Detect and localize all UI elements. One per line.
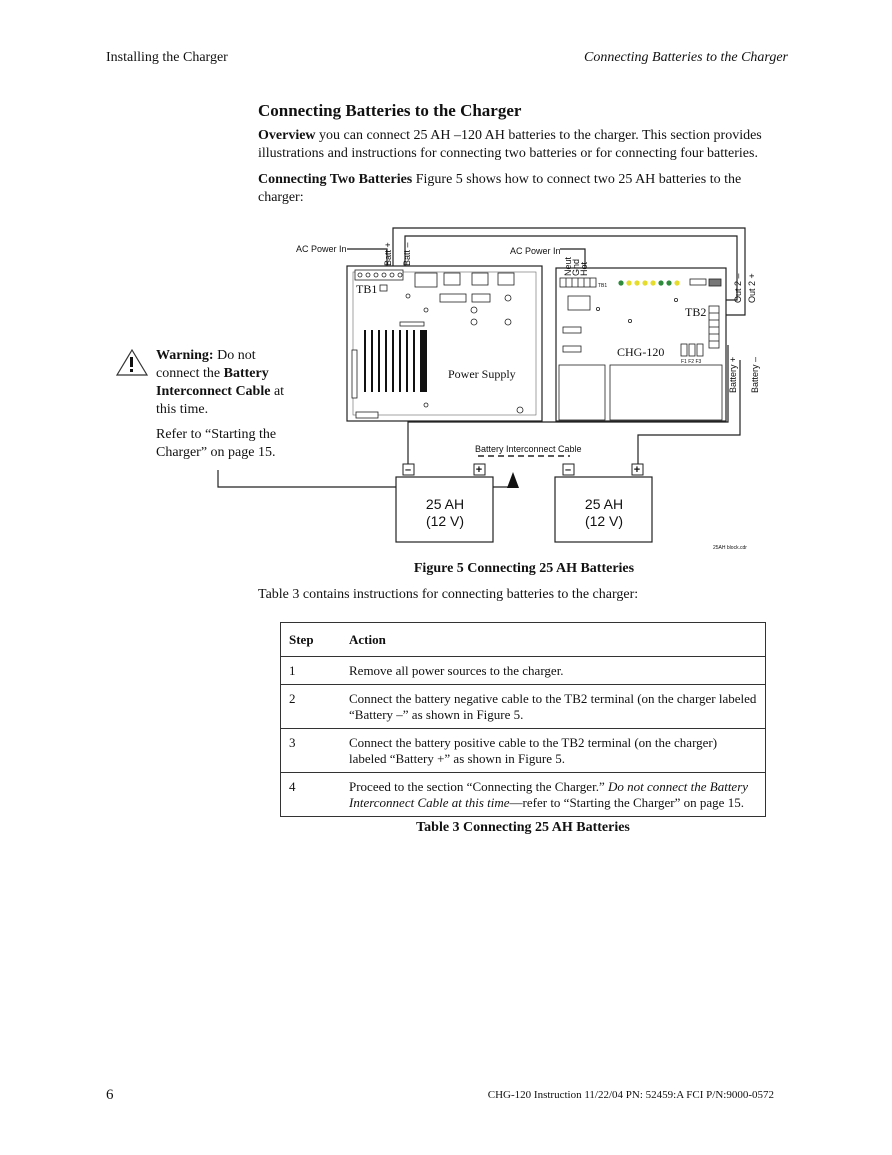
warning-text-2: at this time. [156,384,285,417]
battery2-minus-sign: – [564,464,572,476]
tb1-label: TB1 [356,282,378,296]
overview-label: Overview [258,128,316,143]
gnd-label: Gnd [571,258,581,276]
batt-minus-label: Batt – [402,242,412,266]
chg120-label: CHG-120 [617,345,665,359]
battery2-voltage: (12 V) [584,513,624,529]
page-number: 6 [106,1087,114,1103]
batt-plus-label: Batt + [383,242,393,266]
fuses-label: F1 F2 F3 [681,359,702,365]
out2-plus-label: Out 2 + [747,273,757,303]
running-header-right: Connecting Batteries to the Charger [583,50,788,65]
wire-ac-left [347,249,387,268]
warning-reference: Refer to “Starting the Charger” on page 15. [156,427,277,460]
battery-minus-label: Battery – [750,356,760,393]
step-action-tail: —refer to “Starting the Charger” on page 15. [509,795,744,810]
table-caption: Table 3 Connecting 25 AH Batteries [416,820,630,835]
overview-text: you can connect 25 AH –120 AH batteries to the charger. This section provides illustrations and instructions for connecting two batteries or for connecting four batteries. [258,128,762,161]
step-number: 1 [281,657,342,685]
two-batteries-text: Figure 5 shows how to connect two 25 AH batteries to the charger: [258,172,742,205]
step-action: Connect the battery positive cable to the TB2 terminal (on the charger) labeled “Battery +” as shown in Figure 5. [341,729,766,773]
step-number: 3 [281,729,342,773]
section-title: Connecting Batteries to the Charger [258,101,522,120]
table-header-row [281,623,766,657]
step-action-italic: Do not connect the Battery Interconnect Cable at this time [349,779,749,810]
column-header-action: Action [341,623,766,657]
running-header-left: Installing the Charger [106,50,228,65]
battery1-minus-sign: – [404,464,412,476]
warning-text-1: Do not connect the [156,348,256,381]
interconnect-arrow-head [507,472,519,488]
tb2-terminal-strip [709,306,719,348]
ac-power-in-right-label: AC Power In [510,246,561,256]
steps-table [280,622,766,817]
battery1-capacity: 25 AH [425,496,465,512]
table-row [281,657,766,685]
warning-bold-cable: Battery Interconnect Cable [156,366,271,399]
warning-triangle-icon [117,350,147,375]
ac-power-in-left-label: AC Power In [296,244,347,254]
tb2-label: TB2 [685,305,707,319]
tb1-small-label: TB1 [598,283,608,289]
battery1-plus-sign: + [475,464,483,476]
battery1-voltage: (12 V) [425,513,465,529]
file-tag-label: 25AH block.cdr [713,545,747,551]
power-supply-label: Power Supply [448,367,516,381]
warning-note [156,347,292,419]
hot-label: Hot [579,261,589,276]
battery-plus-label: Battery + [728,356,738,393]
out2-minus-label: Out 2 – [733,273,743,303]
figure-caption: Figure 5 Connecting 25 AH Batteries [413,561,635,576]
interconnect-cable-label: Battery Interconnect Cable [475,444,582,454]
battery2-capacity: 25 AH [584,496,624,512]
two-batteries-label: Connecting Two Batteries [258,172,413,187]
document-info: CHG-120 Instruction 11/22/04 PN: 52459:A FCI P/N:9000-0572 [487,1089,774,1101]
battery2-plus-sign: + [633,464,641,476]
step-number: 2 [281,685,342,729]
step-action [341,773,766,817]
table-row [281,729,766,773]
table-row [281,773,766,817]
step-action: Remove all power sources to the charger. [341,657,766,685]
step-number: 4 [281,773,342,817]
tb1-small-terminal [560,278,596,287]
step-action: Connect the battery negative cable to the TB2 terminal (on the charger labeled “Battery –” as shown in Figure 5. [341,685,766,729]
step-action-text: Proceed to the section “Connecting the Charger.” [349,779,608,794]
battery-terminals [403,464,643,475]
table-row [281,685,766,729]
column-header-step: Step [281,623,342,657]
warning-label: Warning: [156,348,214,363]
table-intro: Table 3 contains instructions for connecting batteries to the charger: [258,587,639,602]
neut-label: Neut [563,256,573,276]
